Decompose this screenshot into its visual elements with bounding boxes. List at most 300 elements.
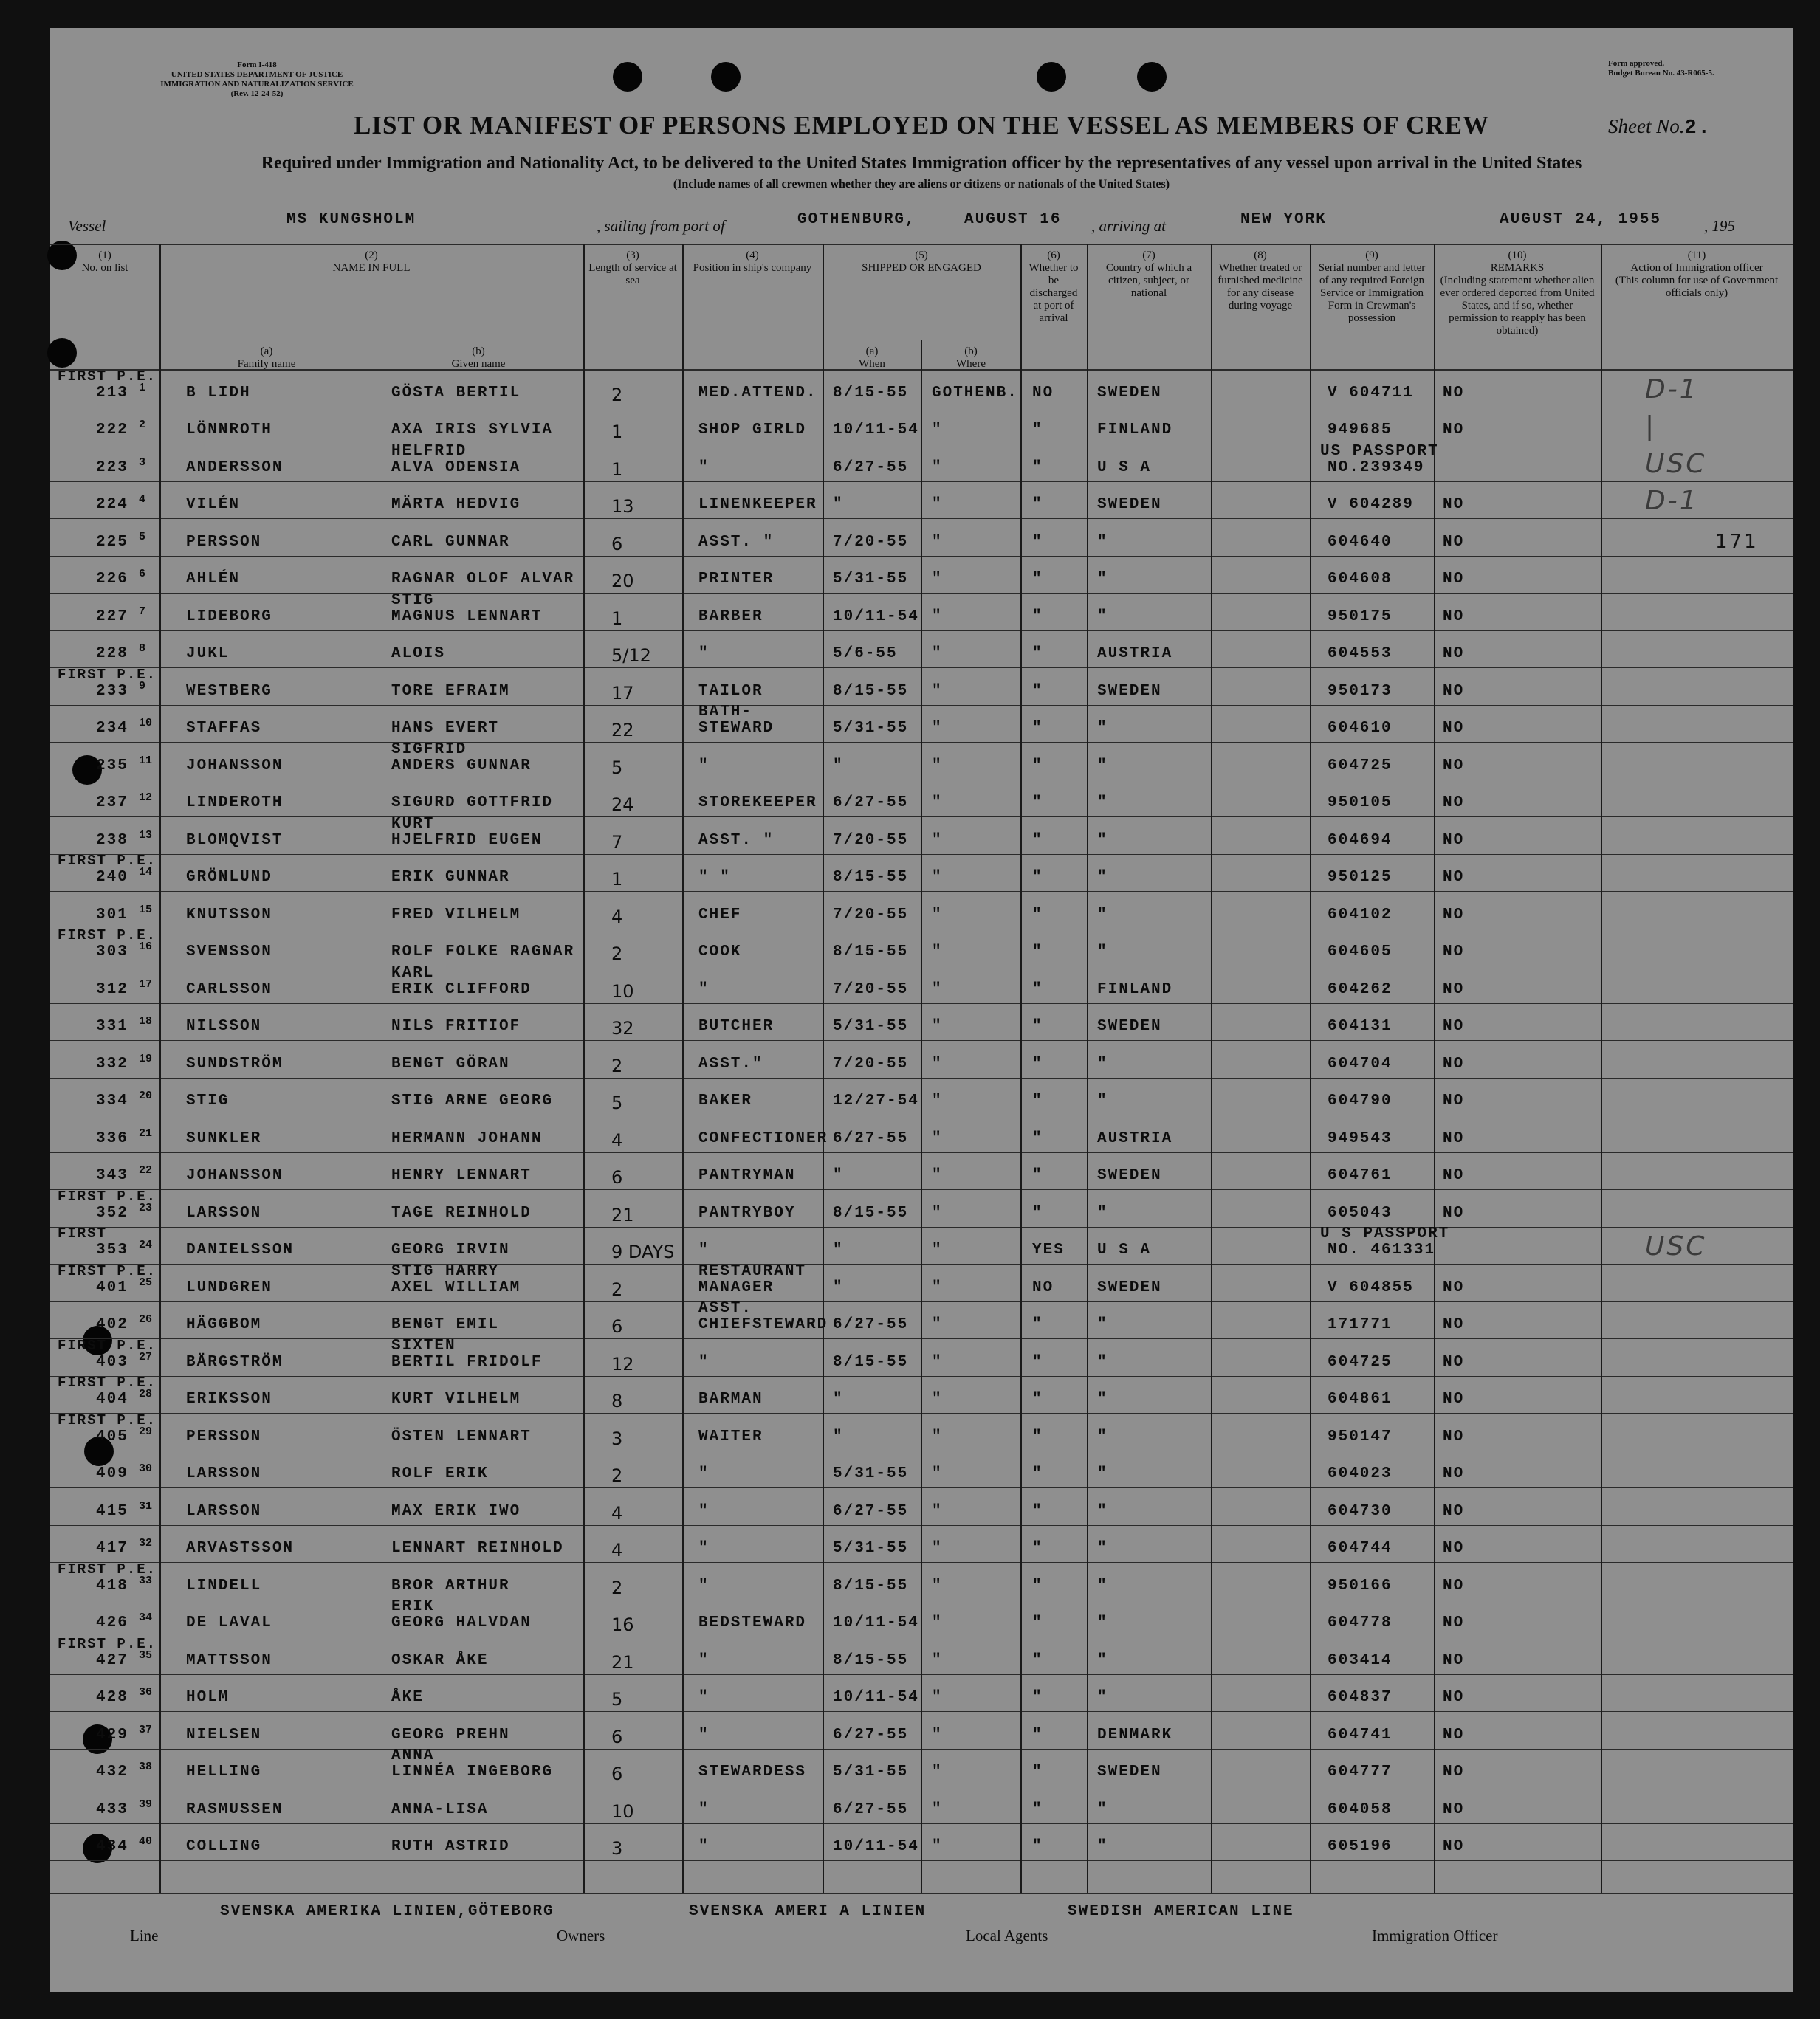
shipped-when: 10/11-54 [833,1614,919,1631]
discharged: YES [1032,1242,1065,1259]
discharged: " [1032,1018,1043,1035]
position-extra: BATH- [698,704,753,720]
shipped-when: " [833,1279,844,1296]
col6-header [1020,250,1087,325]
col5b-header [921,345,1020,371]
service-length: 6 [611,1764,623,1784]
discharged: " [1032,422,1043,438]
serial-number: 950166 [1328,1577,1393,1595]
row-id: 409 [96,1465,128,1482]
serial-number: 604778 [1328,1614,1393,1631]
serial-extra: U S PASSPORT [1320,1225,1450,1242]
family-name: JOHANSSON [186,757,284,774]
discharged: " [1032,1764,1043,1781]
serial-number: 171771 [1328,1316,1393,1333]
remarks: NO [1443,1614,1465,1631]
row-number: 17 [139,977,153,991]
remarks: NO [1443,1502,1465,1520]
col3-header [583,250,682,287]
shipped-where: " [932,869,943,886]
row-number: 2 [139,419,146,431]
row-id: 426 [96,1614,128,1631]
row-number: 8 [139,642,146,655]
row-number: 23 [139,1201,153,1214]
col5a-header-text: When [859,358,885,370]
shipped-when: 8/15-55 [833,384,909,402]
family-name: ARVASTSSON [186,1540,295,1557]
discharged: " [1032,1428,1043,1445]
line-label: Line [130,1927,159,1944]
serial-number: 604058 [1328,1800,1393,1818]
country: " [1097,533,1108,551]
row-number: 26 [139,1313,153,1326]
row-id: 222 [96,422,128,438]
form-header-right-line: Form approved. [1608,59,1665,68]
col9-header-text: (9) [1365,250,1378,261]
service-length: 2 [611,1279,623,1300]
position: " [698,1353,710,1371]
column-rule [583,244,585,1893]
form-header-right [1608,59,1778,78]
column-rule [1020,244,1022,1893]
serial-number: 950147 [1328,1428,1393,1445]
position: " [698,1465,710,1482]
position: LINENKEEPER [698,496,817,513]
service-length: 32 [611,1018,634,1039]
position: TAILOR [698,682,763,700]
row-number: 28 [139,1388,153,1400]
row-id: 343 [96,1167,128,1184]
position: " [698,1726,710,1744]
first-pe-note: FIRST P.E. [58,1411,157,1428]
position: " [698,1838,710,1855]
position: BAKER [698,1093,753,1110]
col2-header [159,250,583,275]
country: " [1097,1391,1108,1408]
service-length: 1 [611,458,623,480]
row-number: 9 [139,679,146,692]
table-top-rule [50,244,1793,245]
shipped-where: " [932,1018,943,1035]
serial-number: 604608 [1328,571,1393,588]
family-name: HOLM [186,1689,230,1706]
family-name: CARLSSON [186,980,272,998]
officer-label: Immigration Officer [1372,1927,1498,1944]
shipped-where: " [932,1428,943,1445]
shipped-when: 8/15-55 [833,1651,909,1669]
first-pe-note: FIRST P.E. [58,1561,157,1578]
service-length: 9 DAYS [611,1242,675,1262]
remarks: NO [1443,1353,1465,1371]
discharged: " [1032,757,1043,774]
service-length: 10 [611,1800,634,1822]
serial-number: 604610 [1328,720,1393,737]
position: PRINTER [698,571,775,588]
remarks: NO [1443,720,1465,737]
family-name: B LIDH [186,384,251,402]
owners-value: SVENSKA AMERI A LINIEN [689,1903,927,1920]
shipped-where: " [932,1614,943,1631]
family-name: ANDERSSON [186,458,284,476]
serial-number: 950175 [1328,608,1393,625]
serial-number: 604694 [1328,831,1393,849]
family-name: SVENSSON [186,943,272,960]
shipped-where: " [932,720,943,737]
given-name-extra: ERIK [391,1598,435,1615]
vessel-label: Vessel [68,217,106,235]
serial-number: 950173 [1328,682,1393,700]
table-bottom-rule [50,1893,1793,1894]
country: FINLAND [1097,980,1173,998]
shipped-when: 6/27-55 [833,1502,909,1520]
action-note: D-1 [1645,486,1699,516]
remarks: NO [1443,1726,1465,1744]
service-length: 10 [611,980,634,1002]
remarks: NO [1443,533,1465,551]
position: CHIEFSTEWARD [698,1316,828,1333]
shipped-when: 6/27-55 [833,458,909,476]
service-length: 5 [611,757,623,778]
shipped-when: 5/6-55 [833,645,898,662]
given-name-extra: SIGFRID [391,740,467,758]
remarks: NO [1443,1689,1465,1706]
family-name: LARSSON [186,1465,262,1482]
row-number: 1 [139,381,146,394]
remarks: NO [1443,1093,1465,1110]
shipped-when: 10/11-54 [833,1838,919,1855]
family-name: SUNDSTRÖM [186,1055,284,1073]
given-name: BENGT EMIL [391,1316,500,1333]
family-name: LARSSON [186,1502,262,1520]
col1-header-text: No. on list [81,262,128,274]
shipped-when: 8/15-55 [833,1577,909,1595]
service-length: 2 [611,1465,623,1486]
col5-header-text: (5) [915,250,928,261]
col8-header-text: (8) [1254,250,1267,261]
col8-header [1211,250,1310,312]
col2a-header [159,345,374,371]
row-number: 35 [139,1648,153,1662]
row-id: 352 [96,1204,128,1222]
shipped-when: 5/31-55 [833,720,909,737]
column-rule [1211,244,1212,1893]
given-name-extra: STIG [391,591,435,609]
position: STEWARDESS [698,1764,807,1781]
owners-label: Owners [557,1927,605,1944]
discharged: " [1032,831,1043,849]
country: " [1097,869,1108,886]
column-rule [1087,244,1088,1893]
sheet-value: 2. [1684,117,1711,140]
country: U S A [1097,1242,1152,1259]
col2b-header [374,345,583,371]
remarks: NO [1443,1167,1465,1184]
punch-hole [613,62,642,92]
service-length: 4 [611,1502,623,1524]
shipped-when: " [833,496,844,513]
country: " [1097,794,1108,811]
shipped-when: " [833,1242,844,1259]
position: BARBER [698,608,763,625]
position: " " [698,869,731,886]
serial-number: 605196 [1328,1838,1393,1855]
row-number: 40 [139,1835,153,1848]
col9-header [1310,250,1434,325]
shipped-where: " [932,533,943,551]
position: " [698,1502,710,1520]
given-name: TORE EFRAIM [391,682,510,700]
column-rule [682,244,684,1893]
given-name: GEORG HALVDAN [391,1614,532,1631]
service-length: 7 [611,831,623,853]
row-number: 3 [139,455,146,469]
col6-header-text: Whether to be discharged at port of arrival [1029,262,1079,324]
position: STOREKEEPER [698,794,817,811]
position: ASST." [698,1055,763,1073]
position: COOK [698,943,742,960]
serial-extra: US PASSPORT [1320,442,1439,460]
first-pe-note: FIRST P.E. [58,927,157,943]
discharged: " [1032,1353,1043,1371]
first-pe-note: FIRST [58,1225,108,1242]
row-number: 13 [139,828,153,842]
remarks: NO [1443,1465,1465,1482]
vessel-line [50,211,1793,241]
row-id: 334 [96,1093,128,1110]
remarks: NO [1443,1764,1465,1781]
col4-header-text: (4) [746,250,759,261]
col6-header-text: (6) [1047,250,1060,261]
given-name: RUTH ASTRID [391,1838,510,1855]
serial-number: 604023 [1328,1465,1393,1482]
shipped-where: " [932,1800,943,1818]
position: ASST. " [698,533,775,551]
given-name-extra: KARL [391,964,435,982]
given-name: LINNÉA INGEBORG [391,1764,554,1781]
page-title: LIST OR MANIFEST OF PERSONS EMPLOYED ON THE VESSEL AS MEMBERS OF CREW [353,111,1490,140]
country: " [1097,1614,1108,1631]
remarks: NO [1443,1279,1465,1296]
col2b-header-text: Given name [451,358,506,370]
country: " [1097,1577,1108,1595]
col11-header-text: Action of Immigration officer [1630,262,1763,274]
shipped-when: 8/15-55 [833,1204,909,1222]
service-length: 3 [611,1838,623,1859]
column-rule [1310,244,1311,1893]
action-note: USC [1645,448,1707,479]
remarks: NO [1443,794,1465,811]
row-id: 427 [96,1651,128,1669]
given-name: AXEL WILLIAM [391,1279,521,1296]
manifest-sheet [50,28,1793,1992]
sheet-number [1608,115,1711,140]
row-id: 234 [96,720,128,737]
serial-number: 604790 [1328,1093,1393,1110]
shipped-when: 8/15-55 [833,1353,909,1371]
shipped-when: 10/11-54 [833,608,919,625]
discharged: " [1032,720,1043,737]
discharged: " [1032,496,1043,513]
serial-number: V 604855 [1328,1279,1414,1296]
shipped-where: " [932,1055,943,1073]
first-pe-note: FIRST P.E. [58,1375,157,1391]
given-name: MAX ERIK IWO [391,1502,521,1520]
position: STEWARD [698,720,775,737]
shipped-where: " [932,1838,943,1855]
given-name: BERTIL FRIDOLF [391,1353,543,1371]
service-length: 21 [611,1651,634,1673]
discharged: " [1032,1540,1043,1557]
remarks: NO [1443,980,1465,998]
remarks: NO [1443,645,1465,662]
given-name: KURT VILHELM [391,1391,521,1408]
position: " [698,1242,710,1259]
remarks: NO [1443,943,1465,960]
shipped-when: " [833,757,844,774]
row-id: 401 [96,1279,128,1296]
row-id: 429 [96,1726,128,1744]
family-name: DANIELSSON [186,1242,295,1259]
remarks: NO [1443,422,1465,438]
given-name: ANDERS GUNNAR [391,757,532,774]
serial-number: 604605 [1328,943,1393,960]
row-number: 7 [139,605,146,618]
shipped-where: " [932,1540,943,1557]
position: MANAGER [698,1279,775,1296]
shipped-where: " [932,682,943,700]
row-number: 24 [139,1239,153,1251]
serial-number: 604730 [1328,1502,1393,1520]
shipped-when: 6/27-55 [833,1726,909,1744]
service-length: 3 [611,1428,623,1449]
position: CHEF [698,906,742,923]
position: " [698,980,710,998]
service-length: 4 [611,1540,623,1561]
given-name-extra: ANNA [391,1747,435,1764]
col11-header-text: (This column for use of Government officials only) [1615,275,1779,299]
country: " [1097,1800,1108,1818]
first-pe-note: FIRST P.E. [58,666,157,683]
discharged: " [1032,1465,1043,1482]
given-name: AXA IRIS SYLVIA [391,422,554,438]
country: " [1097,943,1108,960]
position: " [698,757,710,774]
sailing-date: AUGUST 16 [964,211,1062,228]
discharged: " [1032,645,1043,662]
country: " [1097,831,1108,849]
shipped-where: " [932,1316,943,1333]
shipped-where: " [932,1129,943,1147]
position: " [698,1651,710,1669]
serial-number: 604704 [1328,1055,1393,1073]
shipped-when: 6/27-55 [833,1316,909,1333]
row-number: 20 [139,1090,153,1102]
row-id: 238 [96,831,128,849]
discharged: " [1032,1577,1043,1595]
punch-hole [1037,62,1066,92]
shipped-when: 5/31-55 [833,1018,909,1035]
country: " [1097,608,1108,625]
form-header-left-line: IMMIGRATION AND NATURALIZATION SERVICE [160,80,354,89]
given-name-extra: SIXTEN [391,1337,456,1355]
family-name: GRÖNLUND [186,869,272,886]
row-id: 227 [96,608,128,625]
col5a-header-text: (a) [865,345,879,357]
service-length: 5 [611,1093,623,1113]
family-name: KNUTSSON [186,906,272,923]
row-number: 19 [139,1052,153,1065]
discharged: " [1032,458,1043,476]
remarks: NO [1443,1800,1465,1818]
col3-header-text: Length of service at sea [588,262,677,286]
row-id: 332 [96,1055,128,1073]
family-name: HELLING [186,1764,262,1781]
line-value: SVENSKA AMERIKA LINIEN,GÖTEBORG [220,1903,554,1920]
given-name: FRED VILHELM [391,906,521,923]
position: MED.ATTEND. [698,384,817,402]
row-id: 331 [96,1018,128,1035]
discharged: " [1032,1316,1043,1333]
service-length: 4 [611,906,623,927]
serial-number: NO. 461331 [1328,1242,1436,1259]
discharged: " [1032,1055,1043,1073]
shipped-where: " [932,458,943,476]
shipped-when: 12/27-54 [833,1093,919,1110]
col4-header [682,250,823,275]
given-name: BENGT GÖRAN [391,1055,510,1073]
position-extra: ASST. [698,1300,753,1317]
shipped-when: 5/31-55 [833,571,909,588]
action-note: USC [1645,1231,1707,1262]
country: AUSTRIA [1097,645,1173,662]
country: " [1097,1838,1108,1855]
family-name: LINDELL [186,1577,262,1595]
row-id: 433 [96,1800,128,1818]
col5b-header-text: Where [956,358,986,370]
first-pe-note: FIRST P.E. [58,853,157,869]
shipped-where: " [932,794,943,811]
shipped-when: 7/20-55 [833,1055,909,1073]
serial-number: 949685 [1328,422,1393,438]
row-number: 25 [139,1276,153,1289]
serial-number: 950105 [1328,794,1393,811]
given-name: CARL GUNNAR [391,533,510,551]
country: SWEDEN [1097,1279,1162,1296]
family-name: JOHANSSON [186,1167,284,1184]
remarks: NO [1443,1838,1465,1855]
family-name: LARSSON [186,1204,262,1222]
shipped-when: " [833,1391,844,1408]
position: SHOP GIRLD [698,422,807,438]
punch-hole [47,338,77,368]
family-name: VILÉN [186,496,241,513]
service-length: 5/12 [611,645,651,666]
position-extra: RESTAURANT [698,1262,807,1280]
remarks: NO [1443,869,1465,886]
serial-number: 604725 [1328,757,1393,774]
shipped-when: 5/31-55 [833,1465,909,1482]
given-name-extra: KURT [391,815,435,833]
service-length: 1 [611,422,623,442]
given-name: OSKAR ÅKE [391,1651,489,1669]
country: " [1097,1540,1108,1557]
col5b-header-text: (b) [964,345,978,357]
family-name: LÖNNROTH [186,422,272,438]
shipped-where: " [932,1391,943,1408]
given-name: MÄRTA HEDVIG [391,496,521,513]
shipped-where: " [932,1651,943,1669]
row-id: 240 [96,869,128,886]
